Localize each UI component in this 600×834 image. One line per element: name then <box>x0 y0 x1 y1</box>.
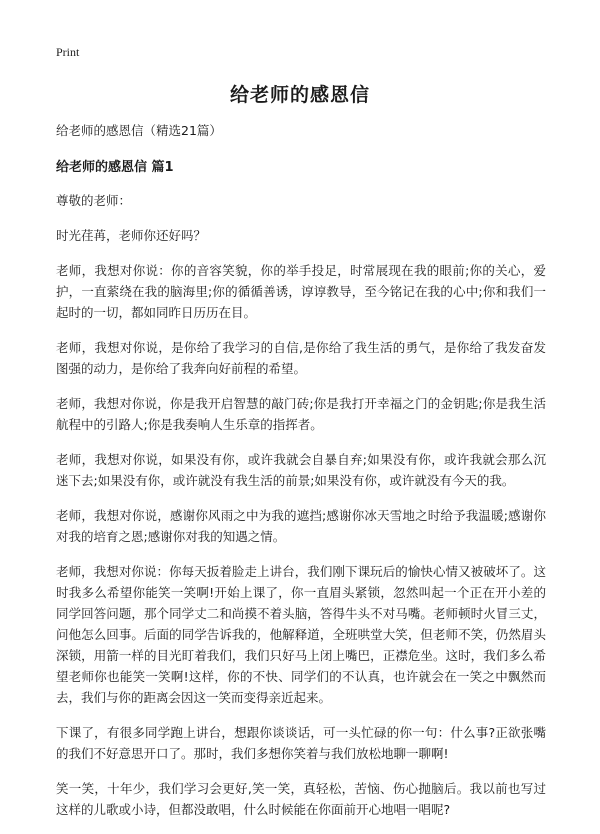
paragraph-greeting: 尊敬的老师： <box>56 193 132 208</box>
paragraph: 老师，我想对你说：你每天扳着脸走上讲台，我们刚下课玩后的愉快心情又被破坏了。这时我多么希望你能笑一笑啊!开始上课了，你一直眉头紧锁，忽然叫起一个正在开小差的同学回答问题，那个同学丈二和尚摸不着头脑，答得牛头不对马嘴。老师顿时火冒三丈，问他怎么回事。后面的同学告诉我的，他解释道，全班哄堂大笑，但老师不笑，仍然眉头深锁，用箭一样的目光盯着我们，我们只好马上闭上嘴巴，正襟危坐。这时，我们多么希望老师你也能笑一笑啊!这样，你的不快、同学们的不认真，也许就会在一笑之中飘然而去，我们与你的距离会因这一笑而变得亲近起来。 <box>56 564 546 705</box>
paragraph: 下课了，有很多同学跑上讲台，想跟你谈谈话，可一头忙碌的你一句：什么事?正欲张嘴的我们不好意思开口了。那时，我们多想你笑着与我们放松地聊一聊啊! <box>56 725 546 761</box>
paragraph: 老师，我想对你说，如果没有你，或许我就会自暴自弃;如果没有你，或许我就会那么沉迷下去;如果没有你，或许就没有我生活的前景;如果没有你，或许就没有今天的我。 <box>56 452 546 488</box>
paragraph: 老师，我想对你说：你的音容笑貌，你的举手投足，时常展现在我的眼前;你的关心，爱护，一直萦绕在我的脑海里;你的循循善诱，谆谆教导，至今铭记在我的心中;你和我们一起时的一切，都如同昨日历历在目。 <box>56 263 546 320</box>
print-link[interactable]: Print <box>56 45 80 59</box>
paragraph: 时光荏苒，老师你还好吗？ <box>56 228 207 243</box>
paragraph: 老师，我想对你说，你是我开启智慧的敲门砖;你是我打开幸福之门的金钥匙;你是我生活航程中的引路人;你是我奏响人生乐章的指挥者。 <box>56 396 546 432</box>
paragraph: 老师，我想对你说，感谢你风雨之中为我的遮挡;感谢你冰天雪地之时给予我温暖;感谢你对我的培育之恩;感谢你对我的知遇之情。 <box>56 508 546 544</box>
document-body <box>56 120 546 834</box>
page-title: 给老师的感恩信 <box>229 84 370 106</box>
section-heading: 给老师的感恩信 篇1 <box>56 160 174 175</box>
paragraph: 笑一笑，十年少，我们学习会更好,笑一笑，真轻松，苦恼、伤心抛脑后。我以前也写过这样的儿歌或小诗，但都没敢唱，什么时候能在你面前开心地唱一唱呢? <box>56 781 546 817</box>
paragraph: 老师，我想对你说，是你给了我学习的自信,是你给了我生活的勇气，是你给了我发奋发图强的动力，是你给了我奔向好前程的希望。 <box>56 340 546 376</box>
document-subtitle: 给老师的感恩信（精选21篇） <box>56 123 222 138</box>
